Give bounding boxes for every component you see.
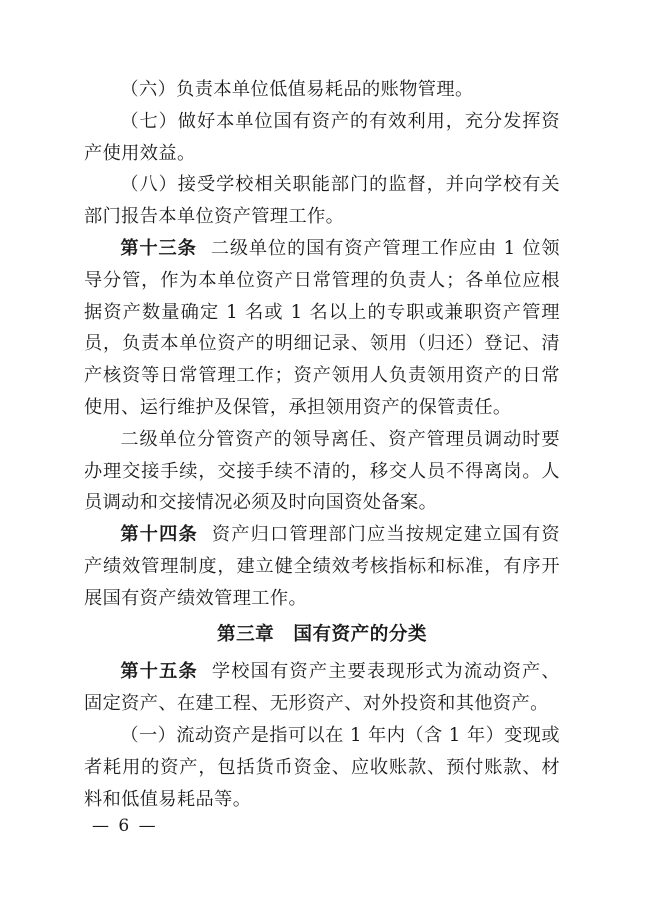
page-number: — 6 — [92,816,158,836]
article-15-text: 学校国有资产主要表现形式为流动资产、固定资产、在建工程、无形资产、对外投资和其他资产。 [84,661,560,715]
article-14-text: 资产归口管理部门应当按规定建立国有资产绩效管理制度，建立健全绩效考核指标和标准，有序开展国有资产绩效管理工作。 [84,524,560,609]
article-13-text: 二级单位的国有资产管理工作应由 1 位领导分管，作为本单位资产日常管理的负责人；各单位应根据资产数量确定 1 名或 1 名以上的专职或兼职资产管理员，负责本单位资产的明细记录、领用（归还）登记、清产核资等日常管理工作；资产领用人负责领用资产的日常使用、运行维护及保管，承担领用资产的保管责任。 [84,237,560,418]
article-13-paragraph-2: 二级单位分管资产的领导离任、资产管理员调动时要办理交接手续，交接手续不清的，移交人员不得离岗。人员调动和交接情况必须及时向国资处备案。 [84,428,560,514]
article-13-label: 第十三条 [120,237,197,259]
article-15 [84,656,560,720]
chapter-title: 第三章 国有资产的分类 [216,623,428,645]
paragraph-item-8: （八）接受学校相关职能部门的监督，并向学校有关部门报告本单位资产管理工作。 [84,174,560,228]
article-14 [84,519,560,614]
paragraph-item-7: （七）做好本单位国有资产的有效利用，充分发挥资产使用效益。 [84,110,560,164]
article-15-label: 第十五条 [120,661,198,683]
paragraph-item-1-current-assets: （一）流动资产是指可以在 1 年内（含 1 年）变现或者耗用的资产，包括货币资金、应收账款、预付账款、材料和低值易耗品等。 [84,724,560,810]
article-13 [84,233,560,424]
article-14-label: 第十四条 [120,524,198,546]
paragraph-item-6: （六）负责本单位低值易耗品的账物管理。 [120,79,474,100]
